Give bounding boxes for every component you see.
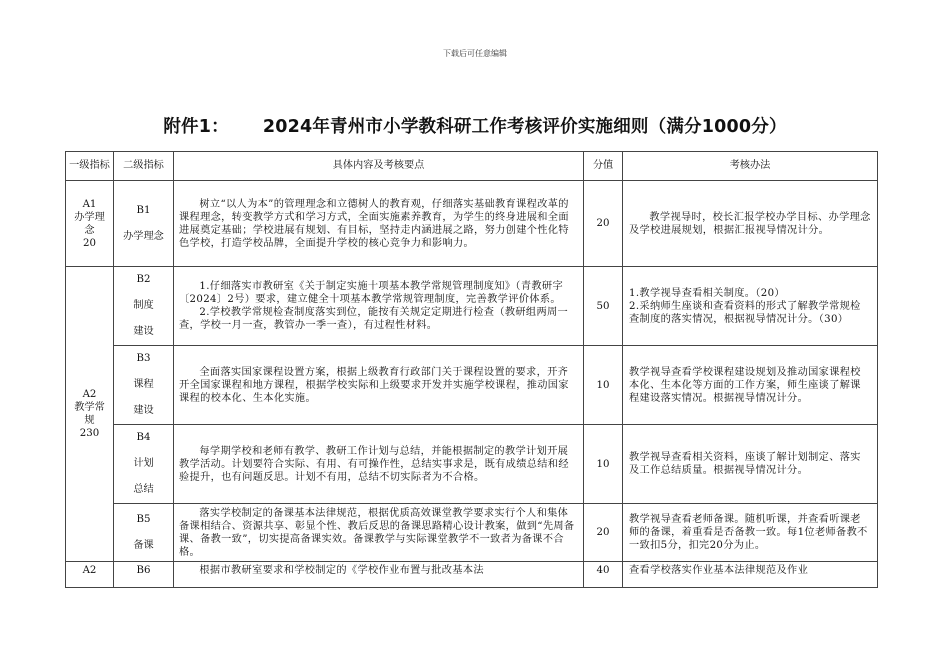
- content-cell: [174, 504, 584, 562]
- level1-cell: [66, 267, 114, 562]
- level2-cell: [114, 346, 174, 425]
- level1-score: 230: [79, 428, 100, 439]
- level1-cell: [66, 562, 114, 588]
- level2-code: B5: [136, 513, 151, 525]
- table-row: [66, 346, 878, 425]
- level2-code: B4: [136, 432, 151, 443]
- table-row: [66, 181, 878, 267]
- level1-name: 教学常规: [74, 402, 105, 426]
- evaluation-table: [65, 151, 878, 588]
- content-text: 1.仔细落实市教研室《关于制定实施十项基本教学常规管理制度知》（青教研字〔2024〕2号）要求，建立健全十项基本教学常规管理制度，完善教学评价体系。: [179, 281, 563, 305]
- level1-code: A2: [82, 389, 97, 400]
- level2-cell: [114, 504, 174, 562]
- content-cell: [174, 346, 584, 425]
- level2-cell: [114, 425, 174, 504]
- level2-cell: [114, 267, 174, 346]
- method-text: 1.教学视导查看相关制度。（20）: [629, 287, 785, 299]
- content-text: 每学期学校和老师有教学、教研工作计划与总结，并能根据制定的教学计划开展教学活动。计划要符合实际、有用、有可操作性，总结实事求是，既有成绩总结和经验提升，也有问题反思。计划不有用，总结不切实际者为不合格。: [179, 445, 569, 483]
- level2-code: B6: [136, 565, 151, 576]
- method-text: 教学视导时，校长汇报学校办学目标、办学理念及学校进展规划，根据汇报视导情况计分。: [629, 211, 871, 236]
- level2-name: 制度建设: [133, 300, 154, 337]
- content-cell: [174, 425, 584, 504]
- content-text: 落实学校制定的备课基本法律规范，根据优质高效课堂教学要求实行个人和集体备课相结合、资源共享、彰显个性、教后反思的备课思路精心设计教案，做到“先周备课、备教一致”，切实提高备课实效。备课教学与实际课堂教学不一致者为备课不合格。: [179, 507, 575, 558]
- content-text: 全面落实国家课程设置方案，根据上级教育行政部门关于课程设置的要求，开齐开全国家课程和地方课程，根据学校实际和上级要求开发并实施学校课程，推动国家课程的校本化、生本化实施。: [179, 366, 569, 404]
- header-level2: 二级指标: [114, 152, 174, 181]
- header-score: 分值: [584, 152, 623, 181]
- header-level1: 一级指标: [66, 152, 114, 181]
- content-cell: [174, 181, 584, 267]
- content-cell: [174, 562, 584, 588]
- header-method: 考核办法: [623, 152, 878, 181]
- level1-code: A1: [82, 198, 97, 210]
- method-text: 教学视导查看相关资料，座谈了解计划制定、落实及工作总结质量。根据视导情况计分。: [629, 452, 861, 476]
- table-header-row: [66, 152, 878, 181]
- document-title: [0, 113, 950, 138]
- level2-name: 备课: [133, 539, 154, 551]
- score-cell: 20: [584, 181, 623, 267]
- level2-code: B3: [136, 353, 151, 364]
- table-row: [66, 562, 878, 588]
- header-note: 下载后可任意编辑: [443, 49, 507, 58]
- header-content: 具体内容及考核要点: [174, 152, 584, 181]
- method-text: 查看学校落实作业基本法律规范及作业: [629, 565, 809, 576]
- score-cell: 20: [584, 504, 623, 562]
- score-cell: 10: [584, 425, 623, 504]
- score-cell: 10: [584, 346, 623, 425]
- method-text: 教学视导查看学校课程建设规划及推动国家课程校本化、生本化等方面的工作方案，师生座谈了解课程建设落实情况。根据视导情况计分。: [629, 366, 861, 404]
- score-cell: 50: [584, 267, 623, 346]
- level1-cell: [66, 181, 114, 267]
- table-row: [66, 504, 878, 562]
- content-text: 根据市教研室要求和学校制定的《学校作业布置与批改基本法: [199, 565, 484, 576]
- content-text: 2.学校教学常规检查制度落实到位，能按有关规定定期进行检查（教研组两周一查，学校一月一查，教管办一季一查），有过程性材料。: [179, 307, 569, 331]
- level2-cell: [114, 562, 174, 588]
- method-cell: [623, 504, 878, 562]
- method-cell: [623, 346, 878, 425]
- title-main: 2024年青州市小学教科研工作考核评价实施细则（满分1000分）: [262, 117, 787, 137]
- table-row: [66, 267, 878, 346]
- level2-code: B2: [136, 274, 151, 285]
- level1-score: 20: [83, 237, 96, 249]
- method-cell: [623, 267, 878, 346]
- method-cell: [623, 181, 878, 267]
- level1-name: 办学理念: [74, 211, 105, 236]
- content-text: 树立“以人为本”的管理理念和立德树人的教育观，仔细落实基础教育课程改革的课程理念，转变教学方式和学习方式，全面实施素养教育，为学生的终身进展和全面进展奠定基础；学校进展有规划、有目标，坚持走内涵进展之路，努力创建个性化特色学校，打造学校品牌，全面提升学校的核心竞争力和影响力。: [179, 198, 569, 249]
- level2-name: 办学理念: [123, 230, 164, 242]
- method-cell: [623, 425, 878, 504]
- level2-code: B1: [136, 204, 151, 216]
- score-cell: 40: [584, 562, 623, 588]
- content-cell: [174, 267, 584, 346]
- title-prefix: 附件1：: [163, 117, 229, 137]
- table-row: [66, 425, 878, 504]
- method-cell: [623, 562, 878, 588]
- method-text: 教学视导查看老师备课。随机听课，并查看听课老师的备课，着重看是否备教一致。每1位老师备教不一致扣5分，扣完20分为止。: [629, 514, 868, 551]
- level2-name: 课程建设: [133, 379, 154, 416]
- level2-name: 计划总结: [133, 458, 154, 495]
- level1-code: A2: [82, 565, 97, 576]
- level2-cell: [114, 181, 174, 267]
- method-text: 2.采纳师生座谈和查看资料的形式了解教学常规检查制度的落实情况，根据视导情况计分。（30）: [629, 300, 861, 325]
